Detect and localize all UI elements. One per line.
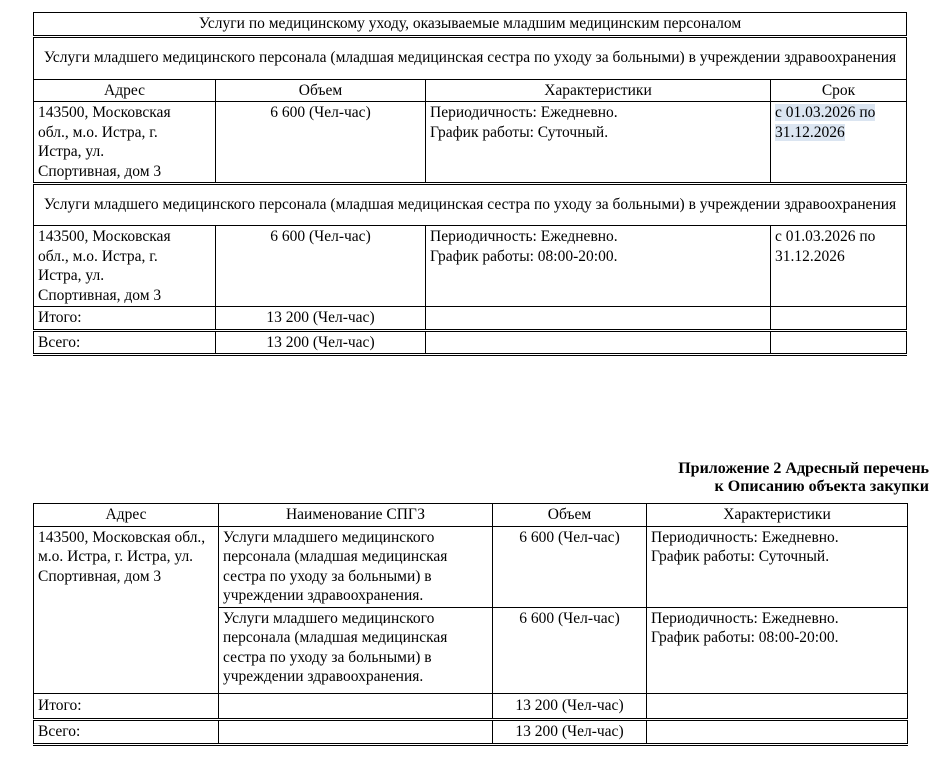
- schedule-text: График работы: Суточный.: [430, 123, 609, 141]
- address-cell: 143500, Московская обл., м.о. Истра, г. Истра, ул. Спортивная, дом 3: [34, 526, 219, 693]
- column-header-address: Адрес: [34, 79, 216, 102]
- empty-cell: [426, 330, 771, 355]
- column-header-address: Адрес: [34, 504, 219, 527]
- services-table: [33, 12, 907, 356]
- empty-cell: [647, 693, 908, 719]
- volume-cell: 6 600 (Чел-час): [216, 226, 426, 307]
- address-cell: 143500, Московская обл., м.о. Истра, г. Истра, ул. Спортивная, дом 3: [34, 226, 216, 307]
- grand-total-row: [34, 330, 907, 355]
- empty-cell: [647, 719, 908, 744]
- periodicity-text: Периодичность: Ежедневно.: [651, 609, 839, 627]
- characteristics-cell: [647, 526, 908, 607]
- characteristics-cell: [426, 102, 771, 184]
- empty-cell: [219, 719, 493, 744]
- column-header-row: [34, 79, 907, 102]
- characteristics-cell: [426, 226, 771, 307]
- period-cell: с 01.03.2026 по 31.12.2026: [771, 226, 907, 307]
- empty-cell: [219, 693, 493, 719]
- subtotal-label: Итого:: [34, 693, 219, 719]
- subtotal-row: [34, 693, 908, 719]
- schedule-text: График работы: 08:00-20:00.: [651, 629, 839, 646]
- service-row-2: [34, 226, 907, 307]
- address-cell: 143500, Московская обл., м.о. Истра, г. Истра, ул. Спортивная, дом 3: [34, 102, 216, 184]
- characteristics-cell: [647, 607, 908, 693]
- period-cell: [771, 102, 907, 184]
- service-group-header: Услуги младшего медицинского персонала (младшая медицинская сестра по уходу за больными) в учреждении здравоохранения: [34, 184, 907, 226]
- service-group-header-row-2: [34, 184, 907, 226]
- address-list-row-1: [34, 526, 908, 607]
- column-header-volume: Объем: [493, 504, 647, 527]
- subtotal-label: Итого:: [34, 307, 216, 331]
- schedule-text: График работы: Суточный.: [651, 548, 830, 565]
- empty-cell: [771, 330, 907, 355]
- subtotal-value: 13 200 (Чел-час): [216, 307, 426, 331]
- address-list-table: [33, 503, 908, 746]
- service-group-header: Услуги младшего медицинского персонала (младшая медицинская сестра по уходу за больными) в учреждении здравоохранения: [34, 36, 907, 79]
- column-header-characteristics: Характеристики: [426, 79, 771, 102]
- periodicity-text: Периодичность: Ежедневно.: [651, 528, 839, 546]
- column-header-period: Срок: [771, 79, 907, 102]
- volume-cell: 6 600 (Чел-час): [493, 526, 647, 607]
- column-header-volume: Объем: [216, 79, 426, 102]
- spgz-name-cell: Услуги младшего медицинского персонала (младшая медицинская сестра по уходу за больными) в учреждении здравоохранения.: [219, 526, 493, 607]
- empty-cell: [771, 307, 907, 331]
- grand-total-row: [34, 719, 908, 744]
- highlighted-period-text: с 01.03.2026 по 31.12.2026: [775, 104, 876, 141]
- column-header-row: [34, 504, 908, 527]
- service-row-1: [34, 102, 907, 184]
- subtotal-value: 13 200 (Чел-час): [493, 693, 647, 719]
- table-title-row: [34, 13, 907, 37]
- appendix-heading-line2: к Описанию объекта закупки: [714, 477, 929, 495]
- grand-total-label: Всего:: [34, 330, 216, 355]
- spgz-name-cell: Услуги младшего медицинского персонала (младшая медицинская сестра по уходу за больными) в учреждении здравоохранения.: [219, 607, 493, 693]
- column-header-spgz-name: Наименование СПГЗ: [219, 504, 493, 527]
- periodicity-text: Периодичность: Ежедневно.: [430, 228, 618, 245]
- service-group-header-row-1: [34, 36, 907, 79]
- table-title: Услуги по медицинскому уходу, оказываемые младшим медицинским персоналом: [34, 13, 907, 37]
- appendix-heading-line1: Приложение 2 Адресный перечень: [678, 460, 929, 477]
- volume-cell: 6 600 (Чел-час): [216, 102, 426, 184]
- periodicity-text: Периодичность: Ежедневно.: [430, 104, 618, 121]
- volume-cell: 6 600 (Чел-час): [493, 607, 647, 693]
- empty-cell: [426, 307, 771, 331]
- schedule-text: График работы: 08:00-20:00.: [430, 247, 618, 265]
- grand-total-value: 13 200 (Чел-час): [493, 719, 647, 744]
- subtotal-row: [34, 307, 907, 331]
- grand-total-value: 13 200 (Чел-час): [216, 330, 426, 355]
- appendix-heading: [678, 460, 929, 495]
- grand-total-label: Всего:: [34, 719, 219, 744]
- column-header-characteristics: Характеристики: [647, 504, 908, 527]
